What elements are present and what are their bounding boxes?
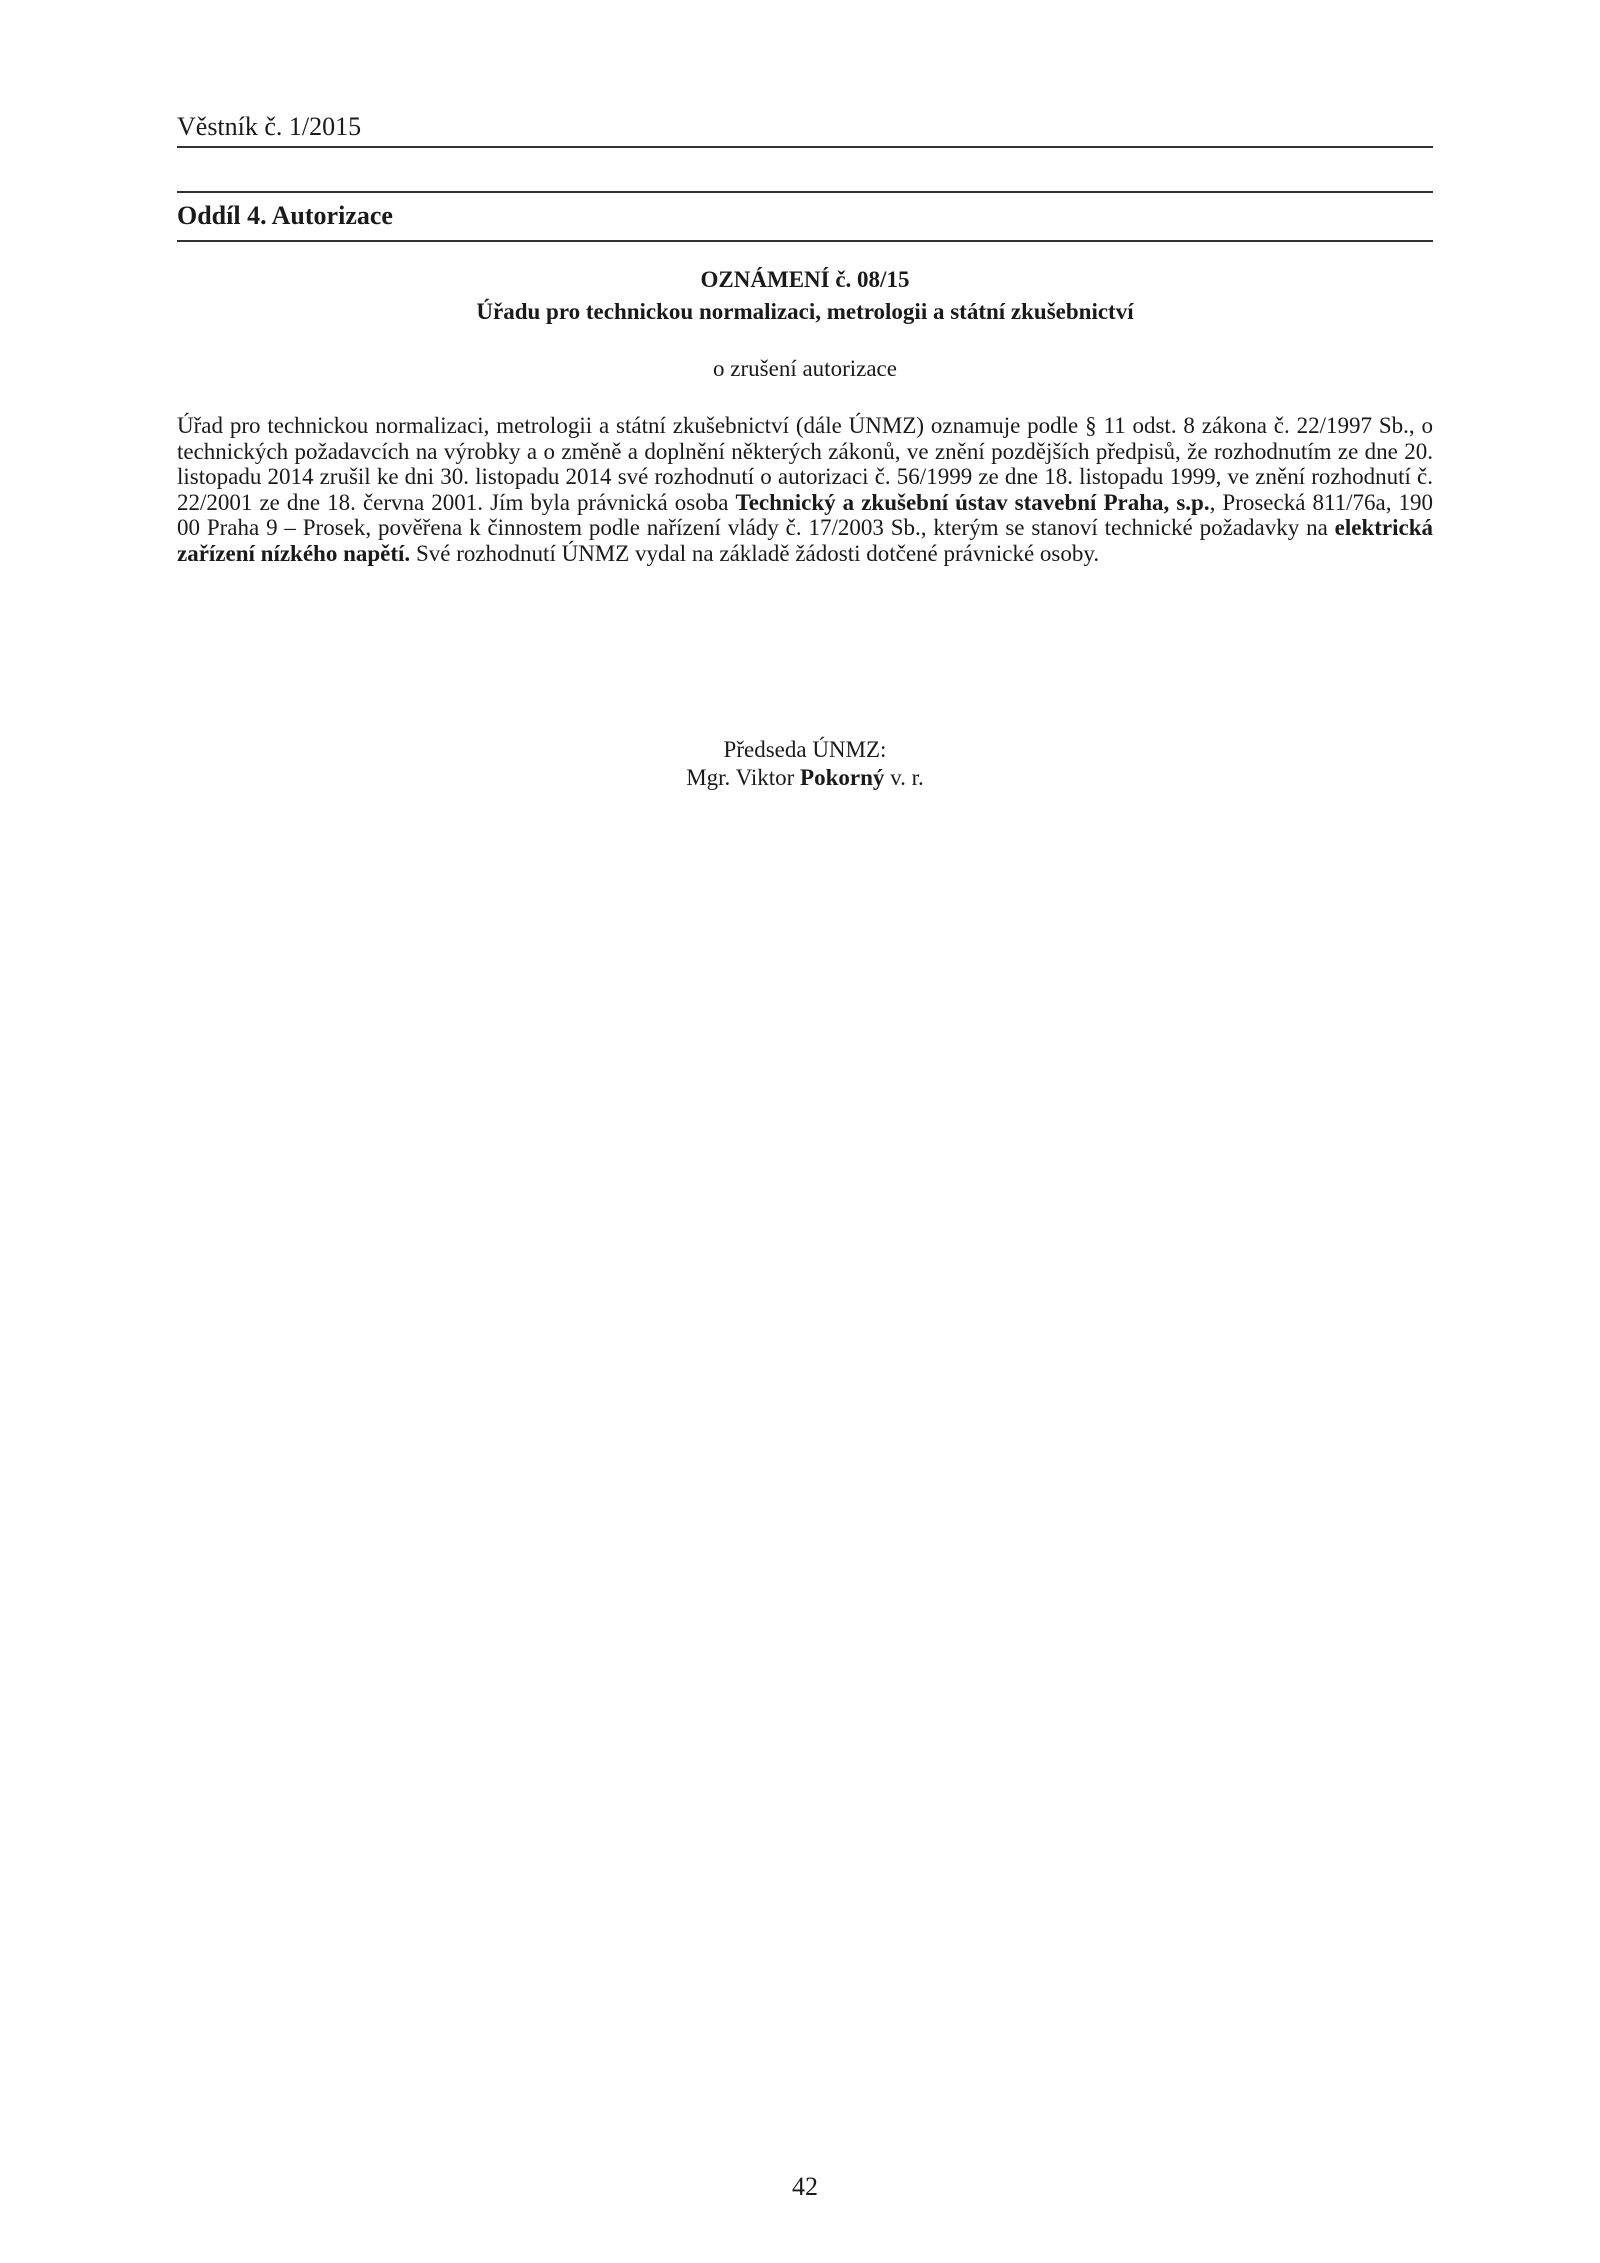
notice-number: OZNÁMENÍ č. 08/15 bbox=[700, 267, 910, 292]
signature-name-suffix: v. r. bbox=[884, 765, 924, 790]
notice-subject: o zrušení autorizace bbox=[713, 356, 897, 381]
notice-body bbox=[177, 413, 1433, 567]
section-rule-bottom bbox=[177, 240, 1433, 242]
notice-authority: Úřadu pro technickou normalizaci, metrologii a státní zkušebnictví bbox=[476, 299, 1134, 324]
signature-name-prefix: Mgr. Viktor bbox=[686, 765, 801, 790]
signature-name bbox=[177, 763, 1433, 793]
journal-header: Věstník č. 1/2015 bbox=[177, 112, 362, 141]
page-number: 42 bbox=[792, 2172, 818, 2201]
authorization-scope: elektrická zařízení nízkého napětí. bbox=[177, 515, 1433, 566]
authorized-entity: Technický a zkušební ústav stavební Praha, s.p. bbox=[735, 489, 1210, 515]
signature-role: Předseda ÚNMZ: bbox=[723, 737, 887, 762]
notice-body-part2: , Prosecká 811/76a, 190 00 Praha 9 – Prosek, pověřena k činnostem podle nařízení vlády č. 17/2003 Sb., kterým se stanoví technické požadavky na bbox=[177, 489, 1434, 541]
header-rule bbox=[177, 146, 1433, 148]
notice-body-part3: Své rozhodnutí ÚNMZ vydal na základě žádosti dotčené právnické osoby. bbox=[410, 540, 1100, 566]
signature-surname: Pokorný bbox=[800, 765, 885, 790]
section-rule-top bbox=[177, 191, 1433, 193]
notice-body-part1: Úřad pro technickou normalizaci, metrologii a státní zkušebnictví (dále ÚNMZ) oznamuje podle § 11 odst. 8 zákona č. 22/1997 Sb., o technických požadavcích na výrobky a o změně a doplnění některých zákonů, ve znění pozdějších předpisů, že rozhodnutím ze dne 20. listopadu 2014 zrušil ke dni 30. listopadu 2014 své rozhodnutí o autorizaci č. 56/1999 ze dne 18. listopadu 1999, ve znění rozhodnutí č. 22/2001 ze dne 18. června 2001. Jím byla právnická osoba bbox=[177, 413, 1433, 515]
section-title: Oddíl 4. Autorizace bbox=[177, 201, 393, 230]
